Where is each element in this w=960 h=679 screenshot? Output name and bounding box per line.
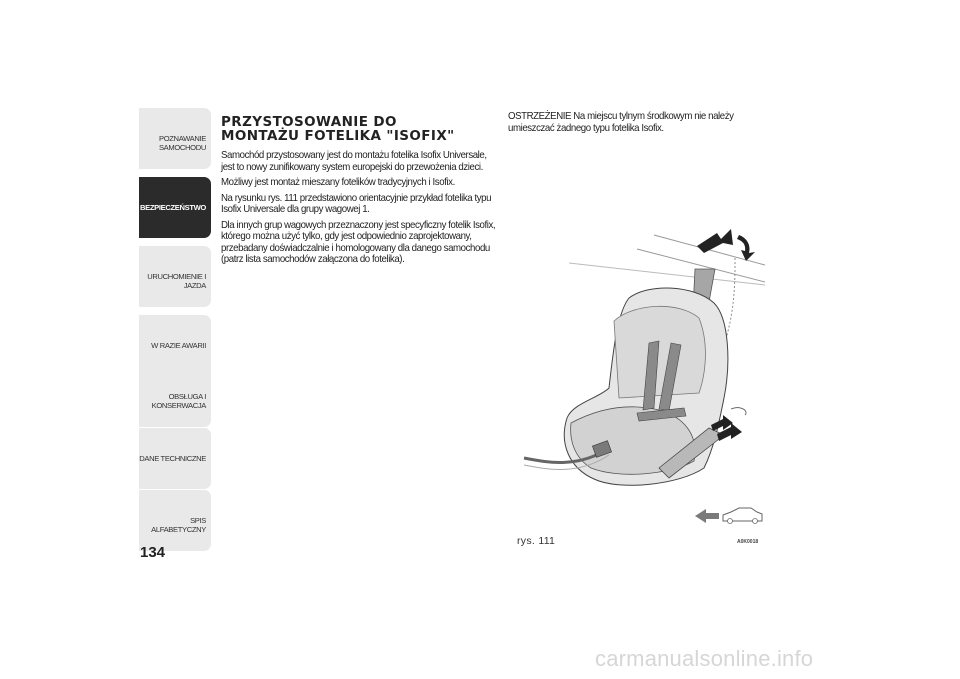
figure-code: A0K0018: [737, 539, 759, 545]
paragraph: Na rysunku rys. 111 przedstawiono orientacyjnie przykład fotelika typu Isofix Universale dla grupy wagowej 1.: [221, 192, 492, 215]
body-text: [221, 150, 506, 270]
tab-label: DANE TECHNICZNE: [139, 454, 206, 463]
tab-label: POZNAWANIE SAMOCHODU: [158, 134, 206, 152]
section-title: PRZYSTOSOWANIE DO MONTAŻU FOTELIKA "ISOFIX": [221, 114, 455, 144]
tab-label: W RAZIE AWARII: [151, 341, 206, 350]
tab-label: URUCHOMIENIE I JAZDA: [147, 272, 206, 290]
tab-label: SPIS ALFABETYCZNY: [151, 516, 206, 534]
page-number: 134: [140, 544, 166, 561]
paragraph: Dla innych grup wagowych przeznaczony jest specyficzny fotelik Isofix, którego można użyć tylko, gdy jest odpowiednio zaprojektowany, przebadany doświadczalnie i homologowany dla danego samochodu (patrz lista samochodów załączona do fotelika).: [221, 219, 496, 265]
watermark: carmanualsonline.info: [595, 646, 814, 671]
tab-label: BEZPIECZEŃSTWO: [140, 203, 206, 212]
figure-caption: rys. 111: [517, 535, 556, 547]
tab-uruchomienie-i-jazda[interactable]: [139, 246, 211, 307]
isofix-figure: [509, 203, 765, 534]
tab-poznawanie-samochodu[interactable]: [139, 108, 211, 169]
tab-obsluga-i-konserwacja[interactable]: [139, 366, 211, 427]
isofix-child-seat-illustration: [509, 203, 765, 534]
tab-dane-techniczne[interactable]: [139, 428, 211, 489]
tab-spis-alfabetyczny[interactable]: [139, 490, 211, 551]
warning-text: OSTRZEŻENIE Na miejscu tylnym środkowym nie należy umieszczać żadnego typu fotelika Isofix.: [508, 111, 734, 134]
paragraph: Samochód przystosowany jest do montażu fotelika Isofix Universale, jest to nowy zunifikowany system europejski do przewożenia dzieci.: [221, 150, 487, 173]
tab-label: OBSŁUGA I KONSERWACJA: [151, 392, 206, 410]
tab-bezpieczenstwo[interactable]: [139, 177, 211, 238]
paragraph: Możliwy jest montaż mieszany fotelików tradycyjnych i Isofix.: [221, 177, 455, 188]
